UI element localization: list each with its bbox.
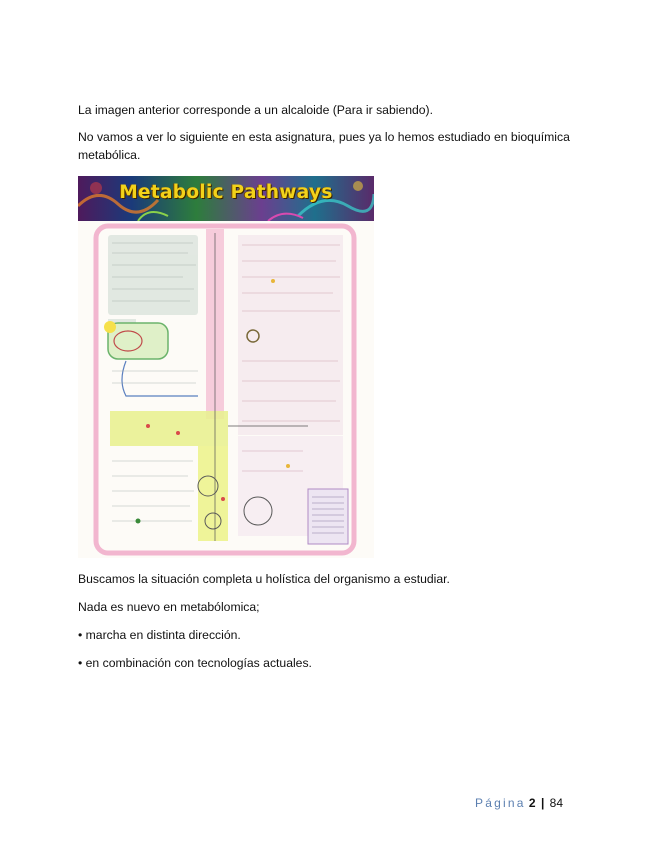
paragraph-holistic-note: Buscamos la situación completa u holística del organismo a estudiar. bbox=[78, 572, 450, 586]
bullet-item-technologies: • en combinación con tecnologías actuales. bbox=[78, 656, 312, 670]
metabolic-pathways-figure bbox=[78, 176, 374, 558]
footer-page-label: Página bbox=[475, 796, 526, 810]
paragraph-biochemistry-note: No vamos a ver lo siguiente en esta asignatura, pues ya lo hemos estudiado en bioquímica metabólica. bbox=[78, 130, 570, 162]
paragraph-metabolomics-intro: Nada es nuevo en metabólomica; bbox=[78, 600, 260, 614]
bullet-item-direction: • marcha en distinta dirección. bbox=[78, 628, 241, 642]
footer-page-total: 84 bbox=[549, 796, 564, 810]
banner-title: Metabolic Pathways bbox=[119, 182, 333, 203]
footer-page-number: 2 bbox=[528, 796, 536, 810]
metabolic-map bbox=[78, 221, 374, 558]
footer-separator: | bbox=[540, 796, 545, 810]
figure-banner bbox=[78, 176, 374, 221]
paragraph-alkaloid-note: La imagen anterior corresponde a un alcaloide (Para ir sabiendo). bbox=[78, 103, 434, 117]
page-footer bbox=[475, 796, 563, 810]
